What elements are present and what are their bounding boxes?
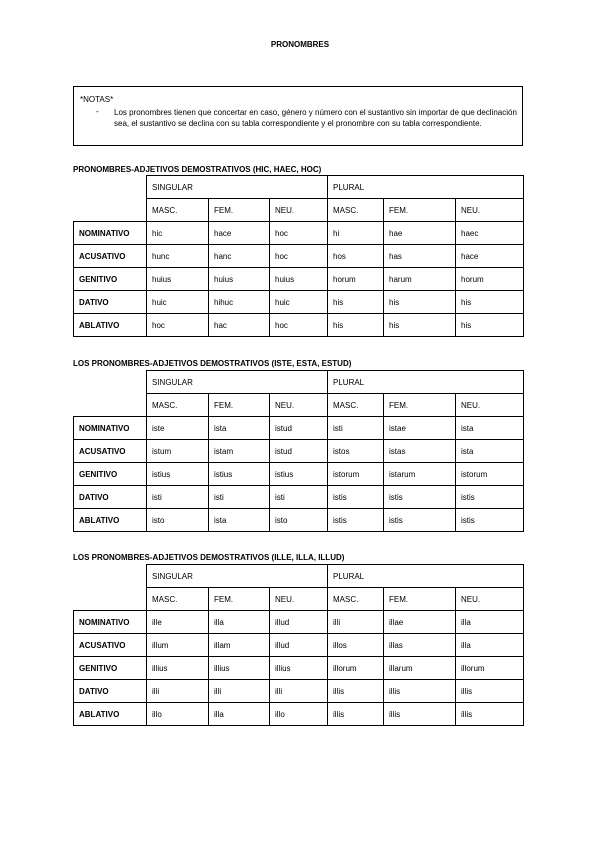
gender-header: MASC. xyxy=(328,588,384,611)
notes-box xyxy=(73,86,523,146)
form-cell: illorum xyxy=(328,657,384,680)
form-cell: his xyxy=(456,291,524,314)
case-label: NOMINATIVO xyxy=(74,417,147,440)
gender-header: FEM. xyxy=(384,199,456,222)
gender-header: MASC. xyxy=(147,588,209,611)
table-row xyxy=(74,268,524,291)
case-label: GENITIVO xyxy=(74,463,147,486)
form-cell: harum xyxy=(384,268,456,291)
form-cell: illius xyxy=(147,657,209,680)
form-cell: illi xyxy=(328,611,384,634)
gender-header: NEU. xyxy=(270,199,328,222)
form-cell: illa xyxy=(209,703,270,726)
form-cell: istis xyxy=(328,486,384,509)
gender-header: FEM. xyxy=(209,199,270,222)
case-label: GENITIVO xyxy=(74,657,147,680)
form-cell: haec xyxy=(456,222,524,245)
form-cell: illas xyxy=(384,634,456,657)
case-label: ABLATIVO xyxy=(74,509,147,532)
empty-corner-cell xyxy=(74,371,147,394)
table-row xyxy=(74,657,524,680)
form-cell: istorum xyxy=(328,463,384,486)
gender-header: FEM. xyxy=(209,394,270,417)
gender-header: NEU. xyxy=(456,199,524,222)
form-cell: istos xyxy=(328,440,384,463)
form-cell: illius xyxy=(209,657,270,680)
form-cell: hi xyxy=(328,222,384,245)
form-cell: isti xyxy=(147,486,209,509)
group-header-singular: SINGULAR xyxy=(147,176,328,199)
declension-table-ille xyxy=(73,564,524,726)
case-label: NOMINATIVO xyxy=(74,611,147,634)
gender-header: FEM. xyxy=(209,588,270,611)
form-cell: illa xyxy=(456,634,524,657)
form-cell: istis xyxy=(384,486,456,509)
form-cell: iste xyxy=(147,417,209,440)
gender-header: FEM. xyxy=(384,394,456,417)
form-cell: hoc xyxy=(147,314,209,337)
form-cell: illis xyxy=(328,703,384,726)
declension-table-iste xyxy=(73,370,524,532)
form-cell: huic xyxy=(270,291,328,314)
table-row xyxy=(74,634,524,657)
form-cell: ista xyxy=(209,509,270,532)
table-row xyxy=(74,314,524,337)
form-cell: istud xyxy=(270,417,328,440)
form-cell: ista xyxy=(456,417,524,440)
form-cell: illi xyxy=(209,680,270,703)
form-cell: huius xyxy=(147,268,209,291)
group-header-plural: PLURAL xyxy=(328,371,524,394)
form-cell: istis xyxy=(384,509,456,532)
notes-bullet: - xyxy=(96,107,99,116)
form-cell: his xyxy=(384,314,456,337)
form-cell: isti xyxy=(209,486,270,509)
form-cell: istis xyxy=(456,486,524,509)
form-cell: illis xyxy=(328,680,384,703)
table-row xyxy=(74,680,524,703)
form-cell: illis xyxy=(384,680,456,703)
form-cell: hos xyxy=(328,245,384,268)
form-cell: isti xyxy=(328,417,384,440)
case-label: GENITIVO xyxy=(74,268,147,291)
form-cell: hic xyxy=(147,222,209,245)
form-cell: hanc xyxy=(209,245,270,268)
group-header-plural: PLURAL xyxy=(328,565,524,588)
form-cell: istum xyxy=(147,440,209,463)
form-cell: his xyxy=(456,314,524,337)
table-row xyxy=(74,463,524,486)
case-label: DATIVO xyxy=(74,680,147,703)
form-cell: istius xyxy=(209,463,270,486)
form-cell: istis xyxy=(328,509,384,532)
notes-heading: *NOTAS* xyxy=(80,95,114,104)
gender-header: FEM. xyxy=(384,588,456,611)
form-cell: his xyxy=(328,314,384,337)
table-row xyxy=(74,440,524,463)
table-row xyxy=(74,611,524,634)
form-cell: illa xyxy=(456,611,524,634)
form-cell: hace xyxy=(209,222,270,245)
form-cell: his xyxy=(384,291,456,314)
gender-header: NEU. xyxy=(270,588,328,611)
form-cell: illi xyxy=(147,680,209,703)
table-2-title: LOS PRONOMBRES-ADJETIVOS DEMOSTRATIVOS (ISTE, ESTA, ESTUD) xyxy=(73,359,352,368)
gender-header: MASC. xyxy=(147,199,209,222)
form-cell: illarum xyxy=(384,657,456,680)
form-cell: istis xyxy=(456,509,524,532)
form-cell: hae xyxy=(384,222,456,245)
case-label: ABLATIVO xyxy=(74,314,147,337)
form-cell: istius xyxy=(147,463,209,486)
form-cell: istae xyxy=(384,417,456,440)
form-cell: illa xyxy=(209,611,270,634)
empty-corner-cell xyxy=(74,565,147,588)
form-cell: istam xyxy=(209,440,270,463)
form-cell: hihuc xyxy=(209,291,270,314)
case-label: ABLATIVO xyxy=(74,703,147,726)
form-cell: illud xyxy=(270,611,328,634)
case-label: DATIVO xyxy=(74,291,147,314)
form-cell: illis xyxy=(384,703,456,726)
form-cell: illam xyxy=(209,634,270,657)
table-3-title: LOS PRONOMBRES-ADJETIVOS DEMOSTRATIVOS (ILLE, ILLA, ILLUD) xyxy=(73,553,345,562)
case-label: DATIVO xyxy=(74,486,147,509)
form-cell: hoc xyxy=(270,222,328,245)
form-cell: huius xyxy=(270,268,328,291)
form-cell: istorum xyxy=(456,463,524,486)
form-cell: hoc xyxy=(270,245,328,268)
declension-table-hic xyxy=(73,175,524,337)
form-cell: hoc xyxy=(270,314,328,337)
form-cell: isto xyxy=(270,509,328,532)
table-row xyxy=(74,245,524,268)
form-cell: horum xyxy=(456,268,524,291)
form-cell: huic xyxy=(147,291,209,314)
table-row xyxy=(74,509,524,532)
empty-corner-cell xyxy=(74,176,147,199)
form-cell: illius xyxy=(270,657,328,680)
form-cell: illis xyxy=(456,703,524,726)
form-cell: illi xyxy=(270,680,328,703)
form-cell: hace xyxy=(456,245,524,268)
form-cell: illorum xyxy=(456,657,524,680)
gender-header: NEU. xyxy=(456,588,524,611)
form-cell: illae xyxy=(384,611,456,634)
form-cell: istud xyxy=(270,440,328,463)
case-label: ACUSATIVO xyxy=(74,245,147,268)
gender-header: MASC. xyxy=(328,199,384,222)
notes-text: Los pronombres tienen que concertar en caso, género y número con el sustantivo sin importar de que declinación sea, el sustantivo se declina con su tabla correspondiente y el pronombre con su tabla correspondiente. xyxy=(114,108,517,128)
form-cell: ista xyxy=(456,440,524,463)
form-cell: ista xyxy=(209,417,270,440)
form-cell: illo xyxy=(270,703,328,726)
case-label: ACUSATIVO xyxy=(74,634,147,657)
table-1-title: PRONOMBRES-ADJETIVOS DEMOSTRATIVOS (HIC, HAEC, HOC) xyxy=(73,165,322,174)
table-row xyxy=(74,417,524,440)
gender-header: NEU. xyxy=(270,394,328,417)
group-header-plural: PLURAL xyxy=(328,176,524,199)
empty-corner-cell xyxy=(74,394,147,417)
table-row xyxy=(74,703,524,726)
form-cell: illum xyxy=(147,634,209,657)
form-cell: hunc xyxy=(147,245,209,268)
page-title: PRONOMBRES xyxy=(270,40,330,49)
form-cell: illud xyxy=(270,634,328,657)
gender-header: MASC. xyxy=(328,394,384,417)
case-label: ACUSATIVO xyxy=(74,440,147,463)
form-cell: istas xyxy=(384,440,456,463)
form-cell: his xyxy=(328,291,384,314)
form-cell: istarum xyxy=(384,463,456,486)
form-cell: ille xyxy=(147,611,209,634)
form-cell: horum xyxy=(328,268,384,291)
table-row xyxy=(74,486,524,509)
form-cell: isti xyxy=(270,486,328,509)
form-cell: istius xyxy=(270,463,328,486)
gender-header: NEU. xyxy=(456,394,524,417)
form-cell: illos xyxy=(328,634,384,657)
form-cell: has xyxy=(384,245,456,268)
empty-corner-cell xyxy=(74,588,147,611)
group-header-singular: SINGULAR xyxy=(147,565,328,588)
form-cell: isto xyxy=(147,509,209,532)
table-row xyxy=(74,291,524,314)
empty-corner-cell xyxy=(74,199,147,222)
table-row xyxy=(74,222,524,245)
group-header-singular: SINGULAR xyxy=(147,371,328,394)
form-cell: hac xyxy=(209,314,270,337)
case-label: NOMINATIVO xyxy=(74,222,147,245)
form-cell: huius xyxy=(209,268,270,291)
form-cell: illis xyxy=(456,680,524,703)
form-cell: illo xyxy=(147,703,209,726)
gender-header: MASC. xyxy=(147,394,209,417)
